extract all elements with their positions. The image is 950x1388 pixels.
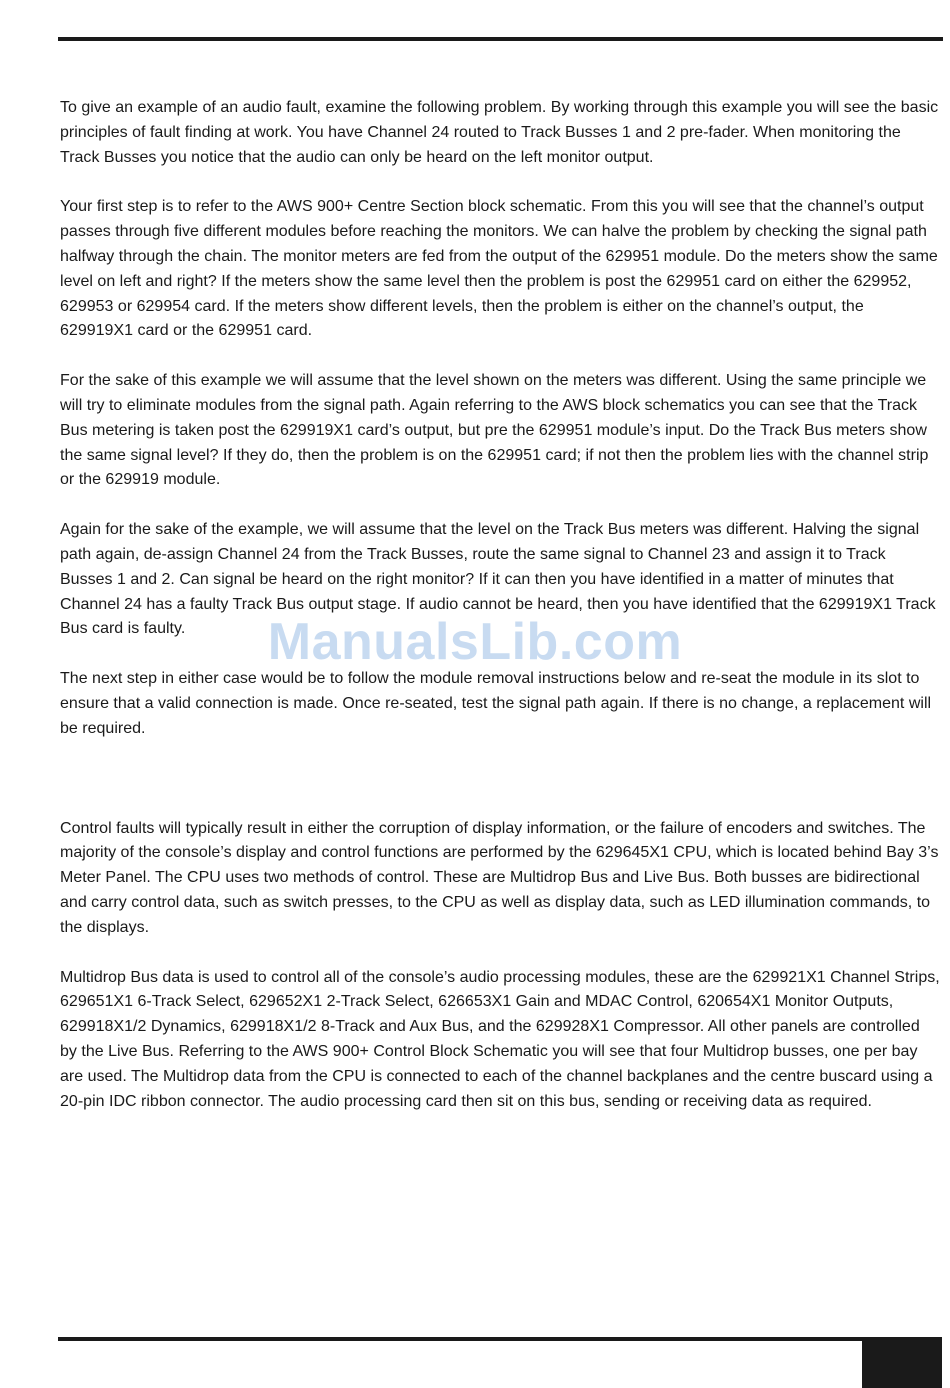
- paragraph-halving-signal-path: Again for the sake of the example, we will assume that the level on the Track Bus meters was different. Halving the signal path again, de-assign Channel 24 from the Track Busses, route the same signal to Channel 23 and assign it to Track Busses 1 and 2. Can signal be heard on the right monitor? If it can then you have identified in a matter of minutes that Channel 24 has a faulty Track Bus output stage. If audio cannot be heard, then you have identified that the 629919X1 Track Bus card is faulty.: [60, 521, 936, 638]
- footer-rule: [58, 1337, 866, 1341]
- page-body: [60, 96, 940, 1114]
- paragraph-spacer: [60, 941, 940, 966]
- paragraph-meter-comparison: For the sake of this example we will assume that the level shown on the meters was different. Using the same principle we will try to eliminate modules from the signal path. Again referring to the AWS block schematics you can see that the Track Bus metering is taken post the 629919X1 card’s output, but pre the 629951 module’s input. Do the Track Bus meters show the same signal level? If they do, then the problem is on the 629951 card; if not then the problem lies with the channel strip or the 629919 module.: [60, 372, 929, 489]
- paragraph-spacer: [60, 493, 940, 518]
- watermark-logo: ManualsLib.com: [267, 613, 683, 671]
- paragraph-spacer: [60, 344, 940, 369]
- paragraph-spacer: [60, 170, 940, 195]
- paragraph-next-step: The next step in either case would be to follow the module removal instructions below and re-seat the module in its slot to ensure that a valid connection is made. Once re-seated, test the signal path again. If there is no change, a replacement will be required.: [60, 670, 932, 737]
- paragraph-first-step: Your first step is to refer to the AWS 900+ Centre Section block schematic. From this you will see that the channel’s output passes through five different modules before reaching the monitors. We can halve the problem by checking the signal path halfway through the chain. The monitor meters are fed from the output of the 629951 module. Do the meters show the same level on left and right? If the meters show the same level then the problem is post the 629951 card on either the 629952, 629953 or 629954 card. If the meters show different levels, then the problem is either on the channel’s output, the 629919X1 card or the 629951 card.: [60, 198, 938, 340]
- paragraph-multidrop-bus: Multidrop Bus data is used to control all of the console’s audio processing modules, these are the 629921X1 Channel Strips, 629651X1 6-Track Select, 629652X1 2-Track Select, 626653X1 Gain and MDAC Control, 620654X1 Monitor Outputs, 629918X1/2 Dynamics, 629918X1/2 8-Track and Aux Bus, and the 629928X1 Compressor. All other panels are controlled by the Live Bus. Referring to the AWS 900+ Control Block Schematic you will see that four Multidrop busses, one per bay are used. The Multidrop data from the CPU is connected to each of the channel backplanes and the centre buscard using a 20-pin IDC ribbon connector. The audio processing card then sit on this bus, sending or receiving data as required.: [60, 968, 940, 1110]
- paragraph-spacer: [60, 642, 940, 667]
- section-spacer: [60, 742, 940, 817]
- paragraph-audio-fault-intro: To give an example of an audio fault, examine the following problem. By working through this example you will see the basic principles of fault finding at work. You have Channel 24 routed to Track Busses 1 and 2 pre-fader. When monitoring the Track Busses you notice that the audio can only be heard on the left monitor output.: [60, 99, 939, 166]
- header-rule: [58, 37, 943, 41]
- page-number-tab: [862, 1337, 942, 1388]
- paragraph-control-faults: Control faults will typically result in either the corruption of display information, or the failure of encoders and switches. The majority of the console’s display and control functions are performed by the 629645X1 CPU, which is located behind Bay 3’s Meter Panel. The CPU uses two methods of control. These are Multidrop Bus and Live Bus. Both busses are bidirectional and carry control data, such as switch presses, to the CPU as well as display data, such as LED illumination commands, to the displays.: [60, 819, 939, 936]
